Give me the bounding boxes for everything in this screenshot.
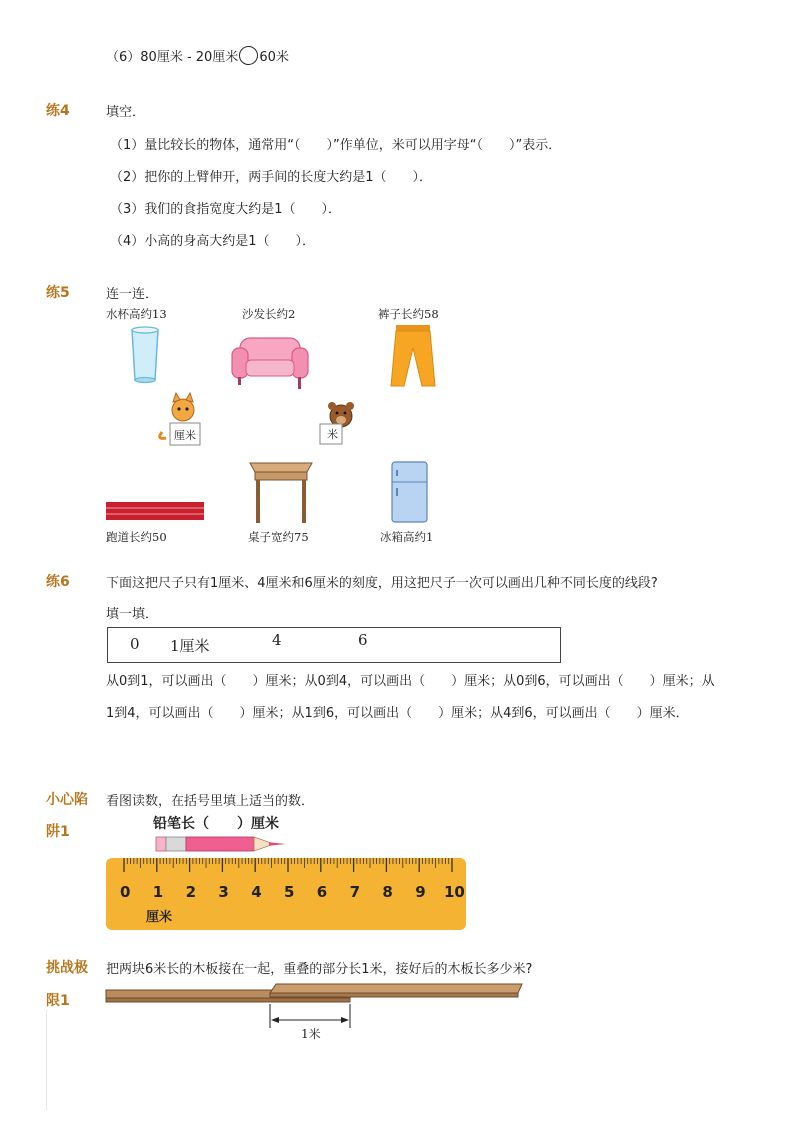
caption-pants: 裤子长约58	[378, 307, 439, 321]
ruler-mark-0: 0	[130, 635, 140, 653]
overlap-label: 1米	[301, 1027, 321, 1041]
caption-cup: 水杯高约13	[106, 307, 167, 321]
margin-line	[46, 1010, 47, 1110]
exercise-4-item-4: （4）小高的身高大约是1（ ）．	[110, 234, 316, 249]
compare-circle[interactable]	[239, 46, 258, 65]
card-meter-label: 米	[327, 428, 338, 441]
exercise-6-question: 下面这把尺子只有1厘米、4厘米和6厘米的刻度，用这把尺子一次可以画出几种不同长度的线段?	[106, 576, 658, 591]
pants-icon[interactable]	[391, 325, 435, 386]
challenge-question: 把两块6米长的木板接在一起，重叠的部分长1米，接好后的木板长多少米?	[106, 962, 533, 977]
fridge-icon[interactable]	[392, 462, 427, 522]
ruler-unit-label: 厘米	[146, 910, 173, 925]
ruler-number: 4	[251, 883, 262, 901]
question-6-suffix: 60米	[259, 50, 289, 65]
exercise-4-item-2: （2）把你的上臂伸开，两手间的长度大约是1（ ）．	[110, 170, 433, 185]
trap-title: 看图读数，在括号里填上适当的数．	[106, 794, 315, 809]
table-icon[interactable]	[250, 463, 312, 523]
question-6-line	[106, 46, 289, 65]
challenge-label-line2: 限1	[46, 993, 70, 1009]
exercise-4-label: 练4	[46, 103, 70, 119]
ruler-number: 3	[218, 883, 229, 901]
caption-table: 桌子宽约75	[248, 530, 309, 544]
ruler-number: 10	[444, 883, 465, 901]
bear-icon	[328, 402, 354, 427]
pencil-length-label: 铅笔长（ ）厘米	[153, 816, 279, 832]
exercise-5-title: 连一连．	[106, 287, 159, 302]
ruler-number: 0	[120, 883, 131, 901]
exercise-5-label: 练5	[46, 285, 70, 301]
exercise-6-answer-lines: 从0到1，可以画出（ ）厘米；从0到4，可以画出（ ）厘米；从0到6，可以画出（ ）厘米；从1到4，可以画出（ ）厘米；从1到6，可以画出（ ）厘米；从4到6，可以画出（ ）厘米．	[106, 674, 715, 721]
card-centimeter-label: 厘米	[174, 429, 196, 442]
ruler-mark-6: 6	[358, 631, 368, 649]
exercise-4-item-1: （1）量比较长的物体，通常用“（ ）”作单位，米可以用字母“（ ）”表示．	[110, 138, 562, 153]
trap-label-line2: 阱1	[46, 824, 70, 840]
matching-pictures	[100, 320, 460, 550]
board-upper	[270, 984, 522, 997]
caption-sofa: 沙发长约2	[242, 307, 296, 321]
simple-ruler	[107, 627, 561, 663]
ruler-mark-1: 1厘米	[170, 637, 210, 655]
exercise-6-label: 练6	[46, 574, 70, 590]
ruler-number: 9	[415, 883, 426, 901]
caption-fridge: 冰箱高约1	[380, 530, 434, 544]
ruler-number: 1	[152, 883, 164, 901]
exercise-6-sub: 填一填．	[106, 607, 159, 622]
trap-label-line1: 小心陷	[46, 792, 88, 808]
exercise-4-item-3: （3）我们的食指宽度大约是1（ ）．	[110, 202, 342, 217]
question-6-prefix: （6）80厘米 - 20厘米	[106, 50, 239, 65]
caption-track: 跑道长约50	[106, 530, 167, 544]
ruler-number: 6	[316, 883, 328, 901]
ruler-number: 5	[284, 883, 295, 901]
sofa-icon[interactable]	[232, 338, 308, 389]
ruler-mark-4: 4	[272, 631, 282, 649]
challenge-label-line1: 挑战极	[46, 960, 88, 976]
exercise-4-title: 填空．	[106, 105, 146, 120]
track-icon[interactable]	[106, 502, 204, 520]
cup-icon[interactable]	[132, 327, 158, 383]
ruler-number: 7	[349, 883, 361, 901]
ruler-number: 8	[382, 883, 393, 901]
ruler-number: 2	[185, 883, 197, 901]
pencil-icon	[156, 837, 286, 851]
